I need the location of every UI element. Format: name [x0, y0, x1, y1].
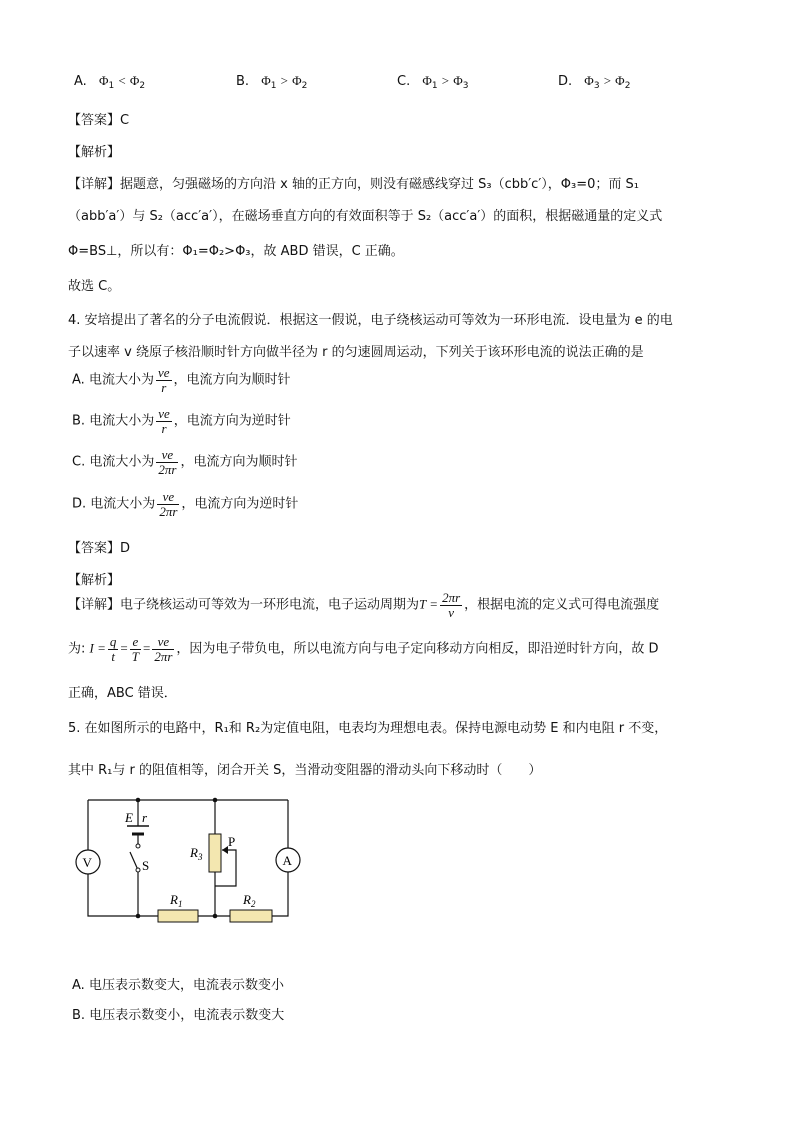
switch-contact-top — [136, 844, 140, 848]
q4-option-a[interactable]: A. 电流大小为 $\frac{ve}{r}$ ，电流方向为顺时针 — [72, 365, 291, 395]
q3-option-c[interactable]: C. $\Phi_1 > \Phi_3$ — [397, 73, 469, 91]
current-fraction-q-t: $\frac{q}{t}$ — [109, 634, 117, 664]
switch-label: S — [142, 858, 150, 873]
current-fraction-e-t: $\frac{e}{T}$ — [131, 634, 139, 664]
resistor-r2 — [230, 910, 272, 922]
current-fraction-ve-2pir: $\frac{ve}{2\pi r}$ — [154, 634, 173, 664]
fraction: $\frac{ve}{r}$ — [158, 406, 170, 436]
emf-label: E — [125, 810, 133, 825]
q3-answer: 【答案】C — [68, 113, 130, 128]
junction-dot — [136, 914, 141, 919]
r2-label: $R_2$ — [243, 892, 256, 909]
q4-option-d[interactable]: D. 电流大小为 $\frac{ve}{2\pi r}$ ，电流方向为逆时针 — [72, 489, 299, 519]
q3-detail-line1: 【详解】据题意，匀强磁场的方向沿 x 轴的正方向，则没有磁感线穿过 S₃（cbb′c′），Φ₃=0；而 S₁ — [68, 177, 639, 192]
q5-option-b[interactable]: B. 电压表示数变小，电流表示数变大 — [72, 1008, 285, 1023]
q4-option-c[interactable]: C. 电流大小为 $\frac{ve}{2\pi r}$ ，电流方向为顺时针 — [72, 447, 298, 477]
junction-dot — [136, 798, 141, 803]
slider-label: P — [228, 834, 236, 849]
q4-option-b[interactable]: B. 电流大小为 $\frac{ve}{r}$ ，电流方向为逆时针 — [72, 406, 291, 436]
q3-detail-line3: Φ=BS⊥，所以有：Φ₁=Φ₂>Φ₃，故 ABD 错误，C 正确。 — [68, 244, 404, 259]
junction-dot — [213, 914, 218, 919]
q3-option-d[interactable]: D. $\Phi_3 > \Phi_2$ — [558, 73, 631, 91]
switch-blade — [130, 852, 138, 870]
q4-analysis-tag: 【解析】 — [68, 573, 121, 588]
junction-dot — [213, 798, 218, 803]
q4-detail-line2: 为: I = $\frac{q}{t}$ = $\frac{e}{T}$ = $\frac{ve}{2\pi r}$ ，因为电子带负电，所以电流方向与电子定向移动方向相反，即沿逆时针方向，故 D — [68, 634, 659, 664]
q4-detail-line1: 【详解】电子绕核运动可等效为一环形电流，电子运动周期为T = $\frac{2\pi r}{v}$ ，根据电流的定义式可得电流强度 — [68, 590, 660, 620]
voltmeter-label: V — [82, 855, 92, 870]
q3-detail-line2: （abb′a′）与 S₂（acc′a′），在磁场垂直方向的有效面积等于 S₂（acc′a′）的面积，根据磁通量的定义式 — [68, 209, 663, 224]
fraction: $\frac{ve}{2\pi r}$ — [159, 489, 178, 519]
q3-option-a[interactable]: A. $\Phi_1 < \Phi_2$ — [74, 73, 146, 91]
fraction: $\frac{ve}{2\pi r}$ — [158, 447, 177, 477]
r3-label: $R_3$ — [190, 845, 203, 862]
q4-answer: 【答案】D — [68, 541, 131, 556]
resistor-r1 — [158, 910, 198, 922]
q3-conclusion: 故选 C。 — [68, 279, 121, 294]
fraction: $\frac{ve}{r}$ — [157, 365, 170, 395]
q5-stem-line2: 其中 R₁与 r 的阻值相等，闭合开关 S，当滑动变阻器的滑动头向下移动时（ ） — [68, 763, 542, 778]
q3-option-b[interactable]: B. $\Phi_1 > \Phi_2$ — [236, 73, 308, 91]
right-wire-bottom — [272, 872, 288, 916]
internal-resistance-label: r — [142, 810, 148, 825]
switch-contact-bottom — [136, 868, 140, 872]
q3-analysis-tag: 【解析】 — [68, 145, 121, 160]
ammeter-label: A — [282, 853, 292, 868]
rheostat-r3 — [209, 834, 221, 872]
period-fraction: $\frac{2\pi r}{v}$ — [442, 590, 461, 620]
q5-option-a[interactable]: A. 电压表示数变大，电流表示数变小 — [72, 978, 284, 993]
r1-label: $R_1$ — [170, 892, 183, 909]
left-wire-bottom — [88, 874, 158, 916]
q4-detail-line3: 正确，ABC 错误． — [68, 686, 177, 701]
q4-stem-line1: 4. 安培提出了著名的分子电流假说．根据这一假说，电子绕核运动可等效为一环形电流．设电量为 e 的电 — [68, 313, 673, 328]
q5-stem-line1: 5. 在如图所示的电路中，R₁和 R₂为定值电阻，电表均为理想电表。保持电源电动势 E 和内电阻 r 不变， — [68, 721, 668, 736]
q4-stem-line2: 子以速率 v 绕原子核沿顺时针方向做半径为 r 的匀速圆周运动，下列关于该环形电流的说法正确的是 — [68, 345, 644, 360]
circuit-diagram — [70, 790, 310, 930]
